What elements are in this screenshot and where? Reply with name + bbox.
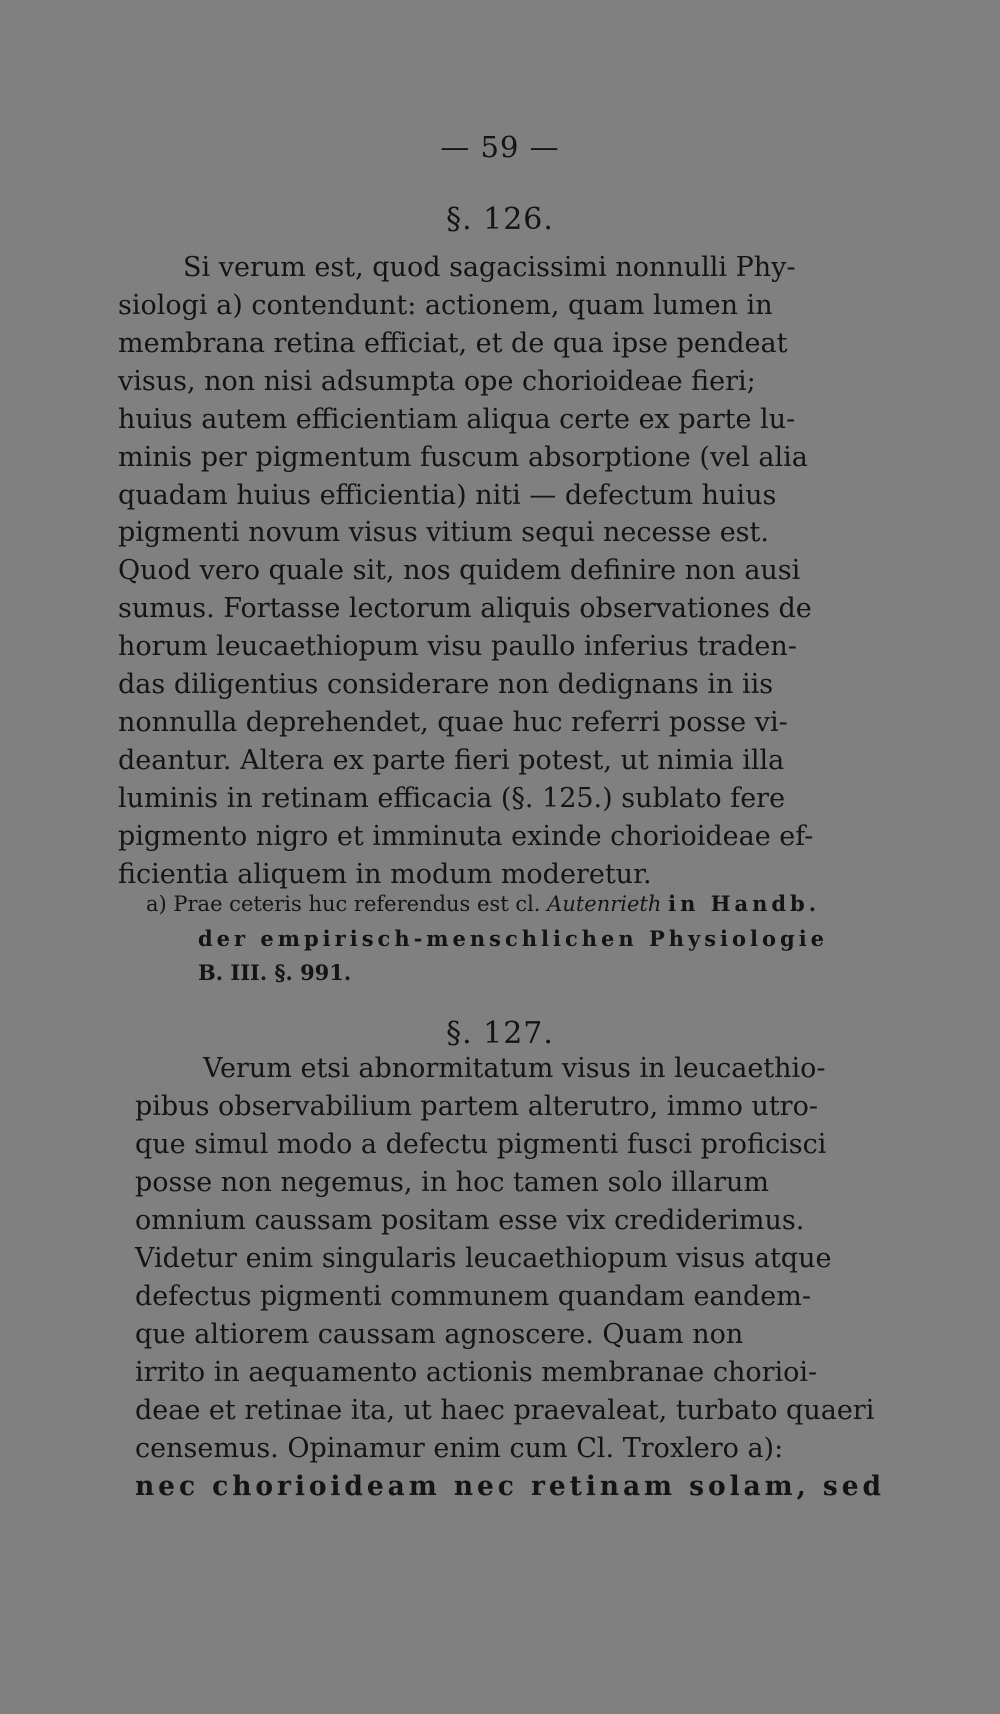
text-line: censemus. Opinamur enim cum Cl. Troxlero a): bbox=[135, 1433, 784, 1464]
footnote-text: in Handb. bbox=[668, 891, 821, 916]
text-line: das diligentius considerare non dedignans in iis bbox=[118, 669, 774, 700]
text-line: quadam huius efficientia) niti — defectum huius bbox=[118, 480, 777, 511]
text-line: Videtur enim singularis leucaethiopum visus atque bbox=[135, 1243, 832, 1274]
text-line: pibus observabilium partem alterutro, immo utro- bbox=[135, 1091, 818, 1122]
text-line: irrito in aequamento actionis membranae chorioi- bbox=[135, 1357, 818, 1388]
footnote-line: B. III. §. 991. bbox=[198, 960, 352, 985]
text-line: membrana retina efficiat, et de qua ipse pendeat bbox=[118, 328, 788, 359]
text-line: deae et retinae ita, ut haec praevaleat, turbato quaeri bbox=[135, 1395, 875, 1426]
text-line: luminis in retinam efficacia (§. 125.) sublato fere bbox=[118, 783, 786, 814]
text-line: huius autem efficientiam aliqua certe ex parte lu- bbox=[118, 404, 796, 435]
text-line: ficientia aliquem in modum moderetur. bbox=[118, 859, 652, 890]
text-line: omnium caussam positam esse vix crediderimus. bbox=[135, 1205, 805, 1236]
page-number: — 59 — bbox=[440, 130, 560, 164]
text-line: defectus pigmenti communem quandam eandem- bbox=[135, 1281, 811, 1312]
text-line: siologi a) contendunt: actionem, quam lumen in bbox=[118, 290, 773, 321]
text-line: nec chorioideam nec retinam solam, sed bbox=[135, 1471, 885, 1502]
text-line: posse non negemus, in hoc tamen solo illarum bbox=[135, 1167, 770, 1198]
text-line: Quod vero quale sit, nos quidem definire non ausi bbox=[118, 555, 801, 586]
text-line: horum leucaethiopum visu paullo inferius traden- bbox=[118, 631, 797, 662]
text-line: pigmento nigro et imminuta exinde chorioideae ef- bbox=[118, 821, 814, 852]
text-line: nonnulla deprehendet, quae huc referri posse vi- bbox=[118, 707, 788, 738]
section-126-title: §. 126. bbox=[446, 202, 554, 237]
footnote-line: der empirisch-menschlichen Physiologie bbox=[198, 926, 829, 951]
footnote-author: Autenrieth bbox=[547, 892, 662, 916]
text-line: Verum etsi abnormitatum visus in leucaethio- bbox=[203, 1053, 826, 1084]
text-line: que simul modo a defectu pigmenti fusci proficisci bbox=[135, 1129, 827, 1160]
text-line: deantur. Altera ex parte fieri potest, ut nimia illa bbox=[118, 745, 785, 776]
section-127-title: §. 127. bbox=[446, 1016, 554, 1051]
text-line: Si verum est, quod sagacissimi nonnulli Phy- bbox=[183, 252, 796, 283]
footnote-text: a) Prae ceteris huc referendus est cl. bbox=[146, 892, 541, 916]
text-line: visus, non nisi adsumpta ope chorioideae fieri; bbox=[118, 366, 756, 397]
text-line: pigmenti novum visus vitium sequi necesse est. bbox=[118, 517, 769, 548]
text-line: sumus. Fortasse lectorum aliquis observationes de bbox=[118, 593, 812, 624]
text-line: minis per pigmentum fuscum absorptione (vel alia bbox=[118, 442, 808, 473]
text-line: que altiorem caussam agnoscere. Quam non bbox=[135, 1319, 744, 1350]
footnote-line bbox=[146, 893, 820, 915]
